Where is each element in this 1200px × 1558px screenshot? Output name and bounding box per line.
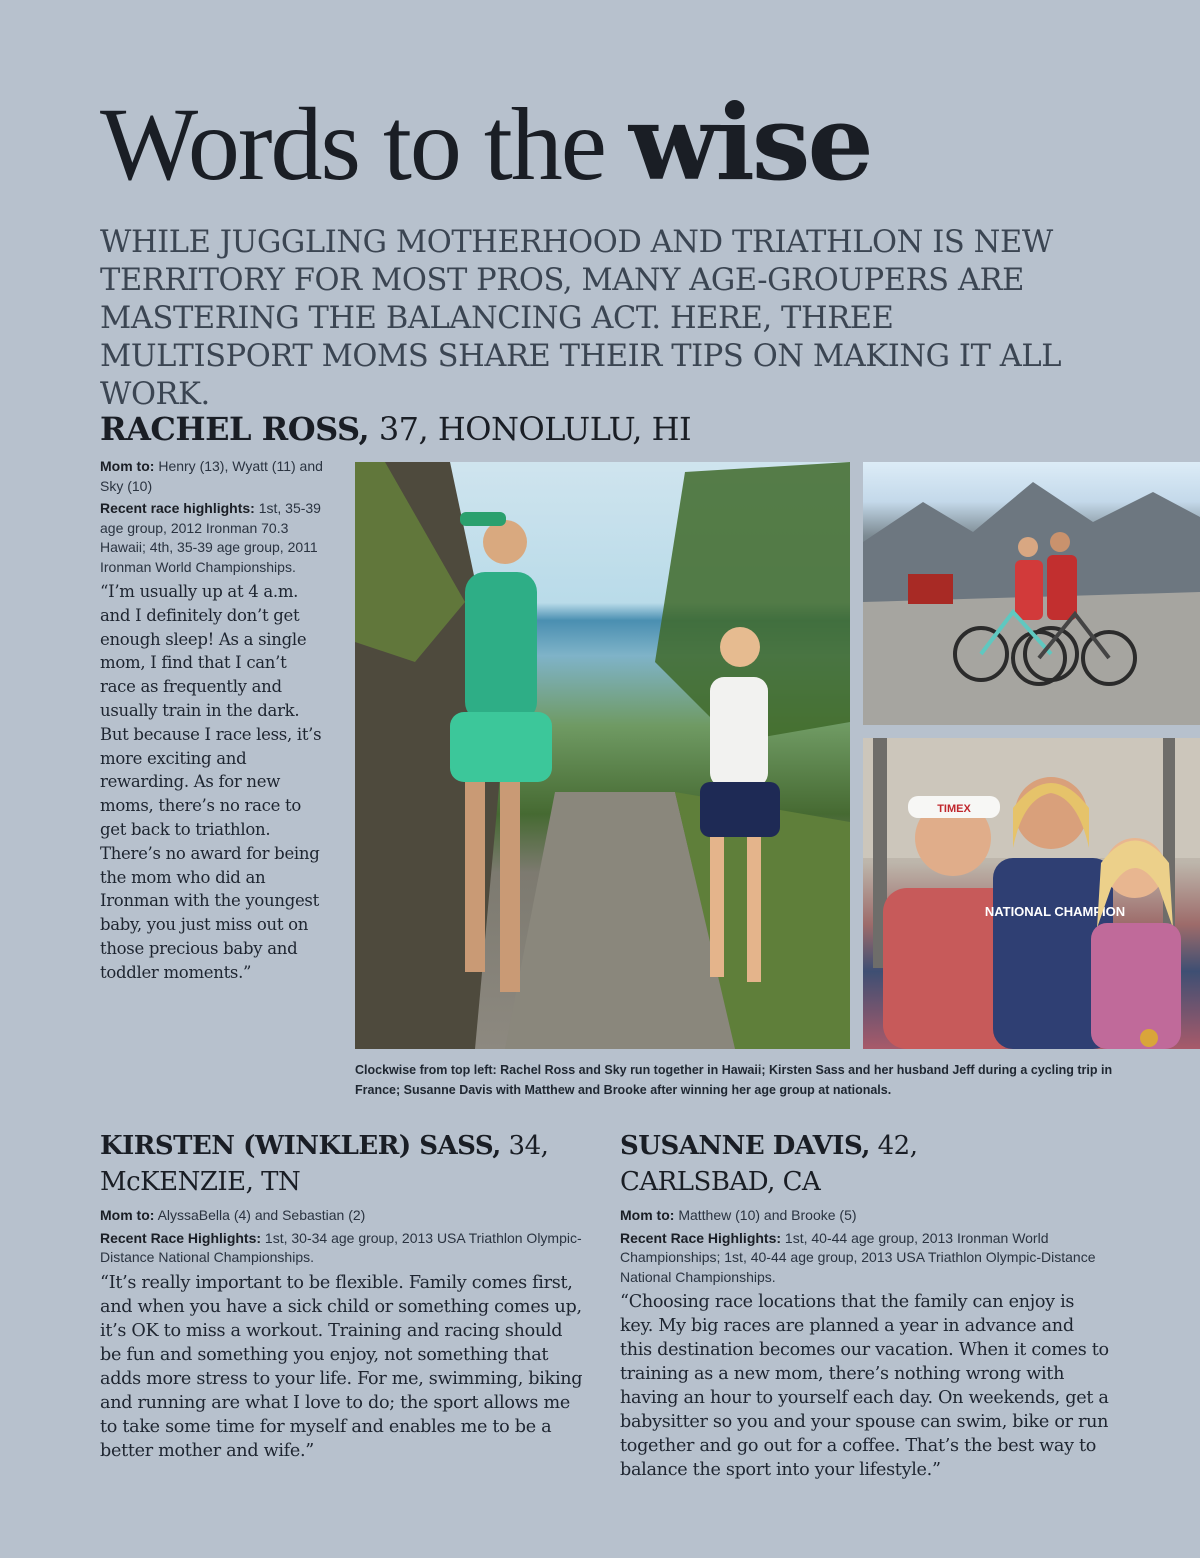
kirsten-location: McKENZIE, TN <box>100 1167 301 1197</box>
mom-label: Mom to: <box>620 1207 675 1223</box>
mom-value: AlyssaBella (4) and Sebastian (2) <box>157 1207 366 1223</box>
kirsten-age: 34, <box>508 1131 549 1161</box>
kirsten-highlights <box>100 1229 585 1268</box>
highlights-value: 1st, 35-39 age group, 2012 Ironman 70.3 Hawaii; 4th, 35-39 age group, 2011 Ironman World Championships. <box>100 500 321 575</box>
runner-top <box>465 572 537 722</box>
susanne-highlights <box>620 1229 1110 1288</box>
rachel-mom-to <box>100 457 325 496</box>
photo-rachel-and-sky-running <box>355 462 850 1049</box>
photo-susanne-with-kids <box>863 738 1200 1049</box>
susanne-age: 42, <box>877 1131 918 1161</box>
mom-label: Mom to: <box>100 458 155 474</box>
title-emphasis: wise <box>628 81 871 204</box>
rider-head-right <box>1050 532 1070 552</box>
girl-leg-right <box>747 837 761 982</box>
kirsten-quote: “It’s really important to be flexible. Family comes first, and when you have a sick child or something comes up, it’s OK to miss a workout. Training and racing should be fun and something you enjoy, not something that adds more stress to your life. For me, swimming, biking and running are what I love to do; the sport allows me to take some time for myself and enables me to be a better mother and wife.” <box>100 1272 583 1461</box>
photo-cycling-trip-france <box>863 462 1200 725</box>
highlights-label: Recent Race Highlights: <box>100 1229 262 1246</box>
photo-caption: Clockwise from top left: Rachel Ross and Sky run together in Hawaii; Kirsten Sass and her husband Jeff during a cycling trip in France; Susanne Davis with Matthew and Brooke after winning her age group at nationals. <box>355 1063 1113 1097</box>
rachel-heading <box>100 408 691 450</box>
girl-shirt <box>1091 923 1181 1049</box>
medal <box>1140 1029 1158 1047</box>
runner-leg-right <box>500 782 520 992</box>
title-prefix: Words to the <box>100 87 605 202</box>
susanne-name: SUSANNE DAVIS, <box>620 1131 870 1161</box>
jersey-text: NATIONAL CHAMPION <box>984 904 1126 919</box>
girl-shorts <box>700 782 780 837</box>
rider-jersey-left <box>1015 560 1043 620</box>
rachel-name: RACHEL ROSS, <box>100 410 370 448</box>
runner-cap <box>460 512 506 526</box>
rachel-profile <box>100 457 325 985</box>
kirsten-profile <box>100 1206 585 1463</box>
article-deck: WHILE JUGGLING MOTHERHOOD AND TRIATHLON IS NEW TERRITORY FOR MOST PROS, MANY AGE-GROUPERS ARE MASTERING THE BALANCING ACT. HERE, THREE MULTISPORT MOMS SHARE THEIR TIPS ON MAKING IT ALL WORK. <box>100 225 1062 412</box>
rachel-quote: “I’m usually up at 4 a.m. and I definitely don’t get enough sleep! As a single mom, I find that I can’t race as frequently and usually train in the dark. But because I race less, it’s more exciting and rewarding. As for new moms, there’s no race to get back to triathlon. There’s no award for being the mom who did an Ironman with the youngest baby, you just miss out on those precious baby and toddler moments.” <box>100 582 322 982</box>
runner-head <box>483 520 527 564</box>
girl-leg-left <box>710 837 724 977</box>
family-scene <box>863 738 1200 1049</box>
rider-jersey-right <box>1047 555 1077 620</box>
highlights-label: Recent race highlights: <box>100 500 255 516</box>
kirsten-heading <box>100 1128 580 1200</box>
highlights-value: 1st, 40-44 age group, 2013 Ironman World Championships; 1st, 40-44 age group, 2013 USA Triathlon Olympic-Distance National Championships. <box>620 1229 1096 1285</box>
girl-top <box>710 677 768 787</box>
susanne-heading <box>620 1128 1100 1200</box>
mom-label: Mom to: <box>100 1207 155 1223</box>
running-scene <box>355 462 850 1049</box>
visor-text: TIMEX <box>937 803 971 815</box>
red-truck <box>908 574 953 604</box>
rider-head-left <box>1018 537 1038 557</box>
runner-leg-left <box>465 782 485 972</box>
susanne-mom-to <box>620 1206 1110 1226</box>
highlights-value: 1st, 30-34 age group, 2013 USA Triathlon Olympic-Distance National Championships. <box>100 1229 582 1265</box>
girl-head <box>720 627 760 667</box>
cycling-scene <box>863 462 1200 725</box>
mom-value: Henry (13), Wyatt (11) and Sky (10) <box>100 458 323 494</box>
susanne-quote: “Choosing race locations that the family can enjoy is key. My big races are planned a year in advance and this destination becomes our vacation. When it comes to training as a new mom, there’s nothing wrong with having an hour to yourself each day. On weekends, get a babysitter so you and your spouse can swim, bike or run together and go out for a coffee. That’s the best way to balance the sport into your lifestyle.” <box>620 1292 1109 1480</box>
rachel-info: 37, HONOLULU, HI <box>378 410 692 448</box>
page-title <box>100 81 871 204</box>
highlights-label: Recent Race Highlights: <box>620 1229 782 1246</box>
susanne-location: CARLSBAD, CA <box>620 1167 821 1197</box>
rachel-highlights <box>100 499 325 577</box>
runner-skirt <box>450 712 552 782</box>
mom-value: Matthew (10) and Brooke (5) <box>678 1207 857 1223</box>
susanne-profile <box>620 1206 1110 1482</box>
kirsten-mom-to <box>100 1206 585 1226</box>
kirsten-name: KIRSTEN (WINKLER) SASS, <box>100 1131 501 1161</box>
